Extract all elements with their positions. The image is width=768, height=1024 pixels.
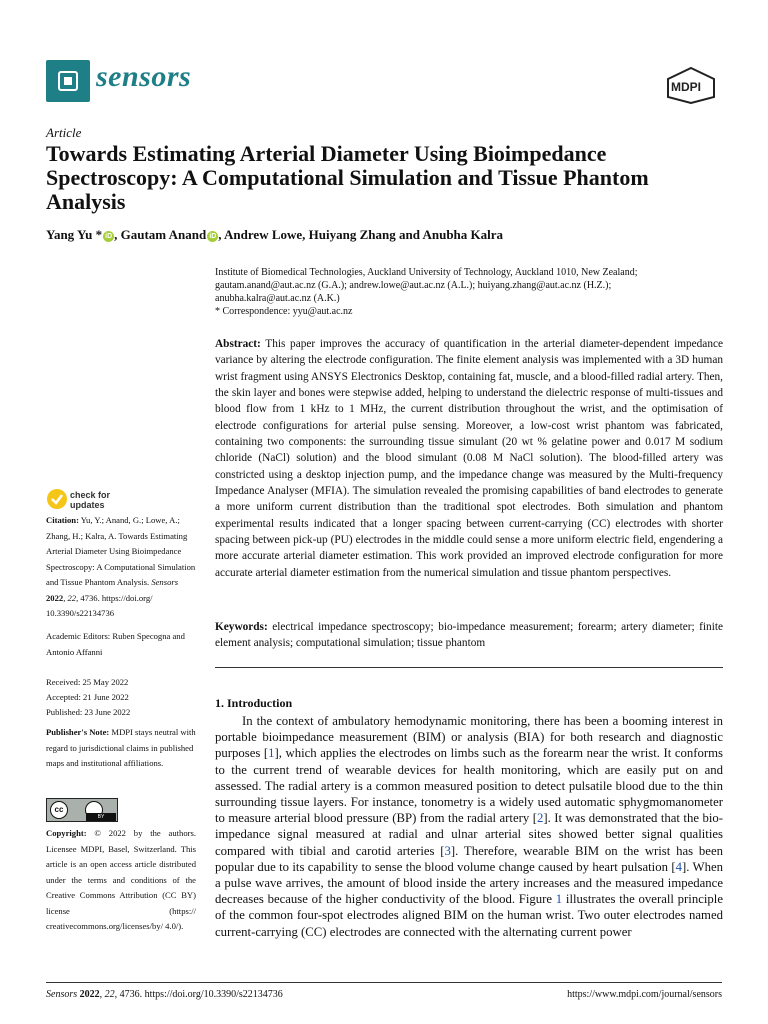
- footer-journal: Sensors: [46, 989, 78, 1000]
- page-title: Towards Estimating Arterial Diameter Using Bioimpedance Spectroscopy: A Computational Simulation and Tissue Phantom Analysis: [46, 141, 649, 214]
- check-updates-icon: [46, 488, 68, 510]
- keywords-text: electrical impedance spectroscopy; bio-impedance measurement; forearm; artery diameter; finite element analysis; computational simulation; tissue phantom: [215, 621, 723, 650]
- journal-name: sensors: [96, 60, 192, 93]
- affiliation-emails: gautam.anand@aut.ac.nz (G.A.); andrew.lowe@aut.ac.nz (A.L.); huiyang.zhang@aut.ac.nz (H.Z.);: [215, 280, 612, 291]
- check-updates-line1: check for: [70, 490, 111, 500]
- citation-text: Yu, Y.; Anand, G.; Lowe, A.; Zhang, H.; Kalra, A. Towards Estimating Arterial Diameter Using Bioimpedance Spectroscopy: A Computational Simulation and Tissue Phantom Analysis.: [46, 515, 196, 587]
- affiliation-block: [215, 266, 725, 318]
- mdpi-logo: [664, 66, 718, 104]
- footer-volume: 22: [104, 989, 115, 1000]
- by-label: BY: [86, 813, 116, 821]
- correspondence: * Correspondence: yyu@aut.ac.nz: [215, 306, 353, 317]
- footer-year: 2022: [79, 989, 100, 1000]
- intro-paragraph: [215, 713, 723, 940]
- citation-journal: Sensors: [151, 577, 179, 587]
- reference-link[interactable]: 1: [268, 746, 275, 761]
- abstract: [215, 336, 723, 581]
- footer-citation: Sensors 2022, 22, 4736. https://doi.org/10.3390/s22134736: [46, 989, 283, 1000]
- reference-link[interactable]: 4: [675, 859, 682, 874]
- citation: Citation: Yu, Y.; Anand, G.; Lowe, A.; Zhang, H.; Kalra, A. Towards Estimating Arterial Diameter Using Bioimpedance Spectroscopy: A Computational Simulation and Tissue Phantom Analysis. Sensors 2022, 22, 4736. https://doi.org/ 10.3390/s22134736: [46, 515, 196, 618]
- abstract-text: This paper improves the accuracy of quantification in the arterial diameter-dependent impedance variance by altering the electrode configuration. The finite element analysis was implemented with a 3D human wrist fragment using ANSYS Electronics Desktop, containing fat, muscle, and a blood-filled radial artery. Then, the skin layer and bones were stepwise added, helping to understand the dielectric response of multi-tissues and blood flow from 1 kHz to 1 MHz, the current distribution throughout the wrist, and the optimisation of electrode configurations for arterial pulse sensing. Moreover, a low-cost wrist phantom was fabricated, containing two components: the surrounding tissue simulant (20 wt % gelatine power and 0.017 M sodium chloride (NaCl) solution) and the blood simulant (0.08 M NaCl solution). The blood-filled artery was constricted using a desktop injection pump, and the impedance change was measured by the Multi-frequency Impedance Analyser (MFIA). The simulation revealed the promising capabilities of band electrodes to generate a more uniform current distribution than the traditional spot electrodes. Both simulation and phantom experimental results indicated that a longer spacing between current-carrying (CC) electrodes with shorter spacing between pick-up (PU) electrodes in the middle could sense a more uniform electric field, engendering a more accurate arterial diameter estimation. This work provided an improved electrode configuration for more accurate arterial diameter estimation from the numerical simulation and tissue phantom perspectives.: [215, 338, 723, 579]
- cc-icon: cc: [50, 801, 68, 819]
- abstract-label: Abstract:: [215, 338, 261, 350]
- journal-logo-icon: [46, 60, 90, 102]
- author-name: Gautam Anand: [120, 227, 207, 242]
- copyright-text: © 2022 by the authors. Licensee MDPI, Basel, Switzerland. This article is an open access article distributed under the terms and conditions of the Creative Commons Attribution (CC BY) license (https:// creativecommons.org/licenses/by/ 4.0/).: [46, 828, 196, 931]
- author-separator: ,: [114, 227, 121, 242]
- citation-label: Citation:: [46, 515, 79, 525]
- footer-doi[interactable]: , 4736. https://doi.org/10.3390/s22134736: [114, 989, 283, 1000]
- author-name: Yang Yu: [46, 227, 93, 242]
- affiliation-emails: anubha.kalra@aut.ac.nz (A.K.): [215, 293, 340, 304]
- mdpi-logo-text: MDPI: [671, 80, 701, 94]
- author-name: Andrew Lowe, Huiyang Zhang and Anubha Kalra: [224, 227, 504, 242]
- publisher-note-text: MDPI stays neutral with regard to jurisdictional claims in published maps and institutional affiliations.: [46, 727, 196, 768]
- author-list: [46, 227, 726, 243]
- intro-text: ], which applies the electrodes on limbs such as the forearm near the wrist. It conforms to the current trend of wearable devices for health monitoring, which are easily put on and assessed. The radial artery is a common measured position to detect pulsatile blood due to the thin surrounding tissue layers. For instance, tonometry is a widely used automatic sphygmomanometer to measure arterial blood pressure (BP) from the radial artery [: [215, 746, 723, 826]
- divider: [215, 667, 723, 668]
- footer-divider: [46, 982, 722, 983]
- citation-doi[interactable]: , 4736. https://doi.org/ 10.3390/s22134736: [46, 592, 153, 618]
- intro-text: ]. Therefore, wearable BIM on the wrist has been popular due to its capability to sense the blood volume change caused by heart pulsation [: [215, 843, 723, 874]
- citation-year: 2022: [46, 592, 64, 603]
- author-separator: ,: [218, 227, 225, 242]
- received-date: Received: 25 May 2022: [46, 677, 129, 687]
- published-date: Published: 23 June 2022: [46, 707, 131, 717]
- intro-text: ]. It was demonstrated that the bio-impedance signal measured at radial and ulnar arterial sites showed better signal qualities compared with tibial and carotid arteries [: [215, 811, 723, 858]
- reference-link[interactable]: 3: [444, 843, 451, 858]
- keywords-label: Keywords:: [215, 621, 268, 633]
- check-for-updates-button[interactable]: [46, 488, 176, 516]
- intro-text: In the context of ambulatory hemodynamic monitoring, there has been a booming interest in portable bioimpedance measurement (BIM) or analysis (BIA) for both research and diagnostic purposes [: [215, 714, 723, 761]
- corresponding-mark: *: [92, 227, 103, 242]
- accepted-date: Accepted: 21 June 2022: [46, 692, 129, 702]
- article-type: Article: [46, 125, 82, 140]
- check-updates-line2: updates: [70, 500, 105, 510]
- publisher-note-label: Publisher's Note:: [46, 727, 110, 737]
- copyright-label: Copyright:: [46, 828, 87, 838]
- orcid-icon[interactable]: iD: [209, 233, 217, 240]
- citation-volume: 22: [67, 592, 77, 603]
- publisher-note: [46, 725, 196, 772]
- section-heading: 1. Introduction: [215, 696, 293, 710]
- academic-editors: Academic Editors: Ruben Specogna and Antonio Affanni: [46, 631, 185, 657]
- intro-text: illustrates the overall principle of the common four-spot electrodes aligned BIM on the human wrist. Two outer electrodes named current-carrying (CC) electrodes are connected with the alternating current power: [215, 892, 723, 939]
- keywords: [215, 619, 723, 652]
- affiliation-line: Institute of Biomedical Technologies, Auckland University of Technology, Auckland 1010, New Zealand;: [215, 267, 638, 278]
- footer-url[interactable]: https://www.mdpi.com/journal/sensors: [567, 989, 722, 1000]
- intro-text: ]. When a pulse wave arrives, the amount of blood inside the artery increases and the measured impedance decreases because of the higher conductivity of the blood. Figure: [215, 859, 723, 907]
- reference-link[interactable]: 2: [536, 811, 544, 826]
- cc-by-license-icon[interactable]: [46, 798, 118, 822]
- figure-link[interactable]: 1: [555, 892, 563, 907]
- orcid-icon[interactable]: iD: [105, 233, 113, 240]
- copyright: [46, 826, 196, 935]
